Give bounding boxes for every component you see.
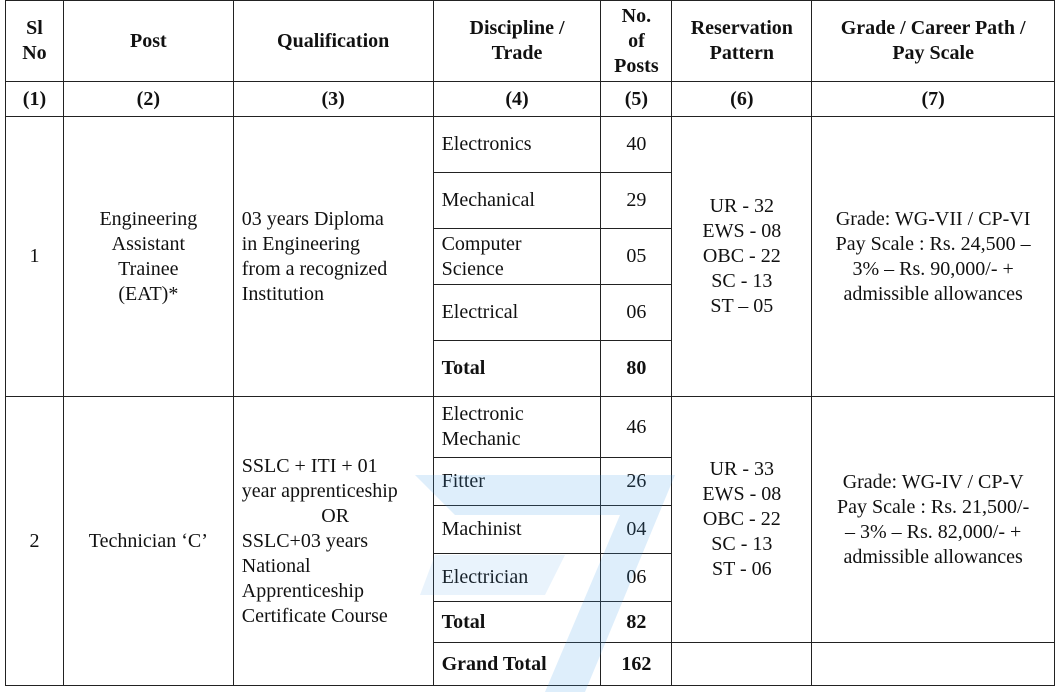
grade-cell: Grade: WG-IV / CP-V Pay Scale : Rs. 21,500/- – 3% – Rs. 82,000/- + admissible allowances <box>812 397 1055 643</box>
grade-cell: Grade: WG-VII / CP-VI Pay Scale : Rs. 24,500 – 3% – Rs. 90,000/- + admissible allowances <box>812 117 1055 397</box>
discipline-cell: Mechanical <box>433 173 601 229</box>
discipline-cell: Electronics <box>433 117 601 173</box>
header-qualification: Qualification <box>233 1 433 82</box>
column-number: (6) <box>672 82 812 117</box>
posts-cell: 46 <box>601 397 672 458</box>
empty-cell <box>672 643 812 686</box>
posts-cell: 06 <box>601 554 672 602</box>
posts-cell: 05 <box>601 229 672 285</box>
total-label: Total <box>433 341 601 397</box>
discipline-cell: Electrical <box>433 285 601 341</box>
header-grade: Grade / Career Path / Pay Scale <box>812 1 1055 82</box>
header-post: Post <box>63 1 233 82</box>
grand-total-posts: 162 <box>601 643 672 686</box>
posts-cell: 40 <box>601 117 672 173</box>
posts-cell: 04 <box>601 506 672 554</box>
discipline-cell: Computer Science <box>433 229 601 285</box>
column-number-row <box>6 82 1055 117</box>
discipline-cell: Electronic Mechanic <box>433 397 601 458</box>
grand-total-label: Grand Total <box>433 643 601 686</box>
reservation-cell: UR - 33 EWS - 08 OBC - 22 SC - 13 ST - 06 <box>672 397 812 643</box>
discipline-cell: Machinist <box>433 506 601 554</box>
column-number: (2) <box>63 82 233 117</box>
qualification-cell: SSLC + ITI + 01 year apprenticeship OR SSLC+03 years National Apprenticeship Certificate Course <box>233 397 433 686</box>
column-number: (1) <box>6 82 64 117</box>
discipline-cell: Electrician <box>433 554 601 602</box>
total-label: Total <box>433 602 601 643</box>
table-row <box>6 397 1055 458</box>
header-row <box>6 1 1055 82</box>
posts-cell: 26 <box>601 458 672 506</box>
sl-no-cell: 2 <box>6 397 64 686</box>
posts-cell: 29 <box>601 173 672 229</box>
empty-cell <box>812 643 1055 686</box>
sl-no-cell: 1 <box>6 117 64 397</box>
table-row <box>6 117 1055 173</box>
qualification-cell: 03 years Diploma in Engineering from a recognized Institution <box>233 117 433 397</box>
header-sl-no: Sl No <box>6 1 64 82</box>
recruitment-table <box>5 0 1055 686</box>
posts-cell: 06 <box>601 285 672 341</box>
column-number: (7) <box>812 82 1055 117</box>
header-no-of-posts: No. of Posts <box>601 1 672 82</box>
header-reservation: Reservation Pattern <box>672 1 812 82</box>
reservation-cell: UR - 32 EWS - 08 OBC - 22 SC - 13 ST – 05 <box>672 117 812 397</box>
header-discipline: Discipline / Trade <box>433 1 601 82</box>
column-number: (3) <box>233 82 433 117</box>
discipline-cell: Fitter <box>433 458 601 506</box>
column-number: (5) <box>601 82 672 117</box>
total-posts: 80 <box>601 341 672 397</box>
post-cell: Engineering Assistant Trainee (EAT)* <box>63 117 233 397</box>
post-cell: Technician ‘C’ <box>63 397 233 686</box>
total-posts: 82 <box>601 602 672 643</box>
column-number: (4) <box>433 82 601 117</box>
